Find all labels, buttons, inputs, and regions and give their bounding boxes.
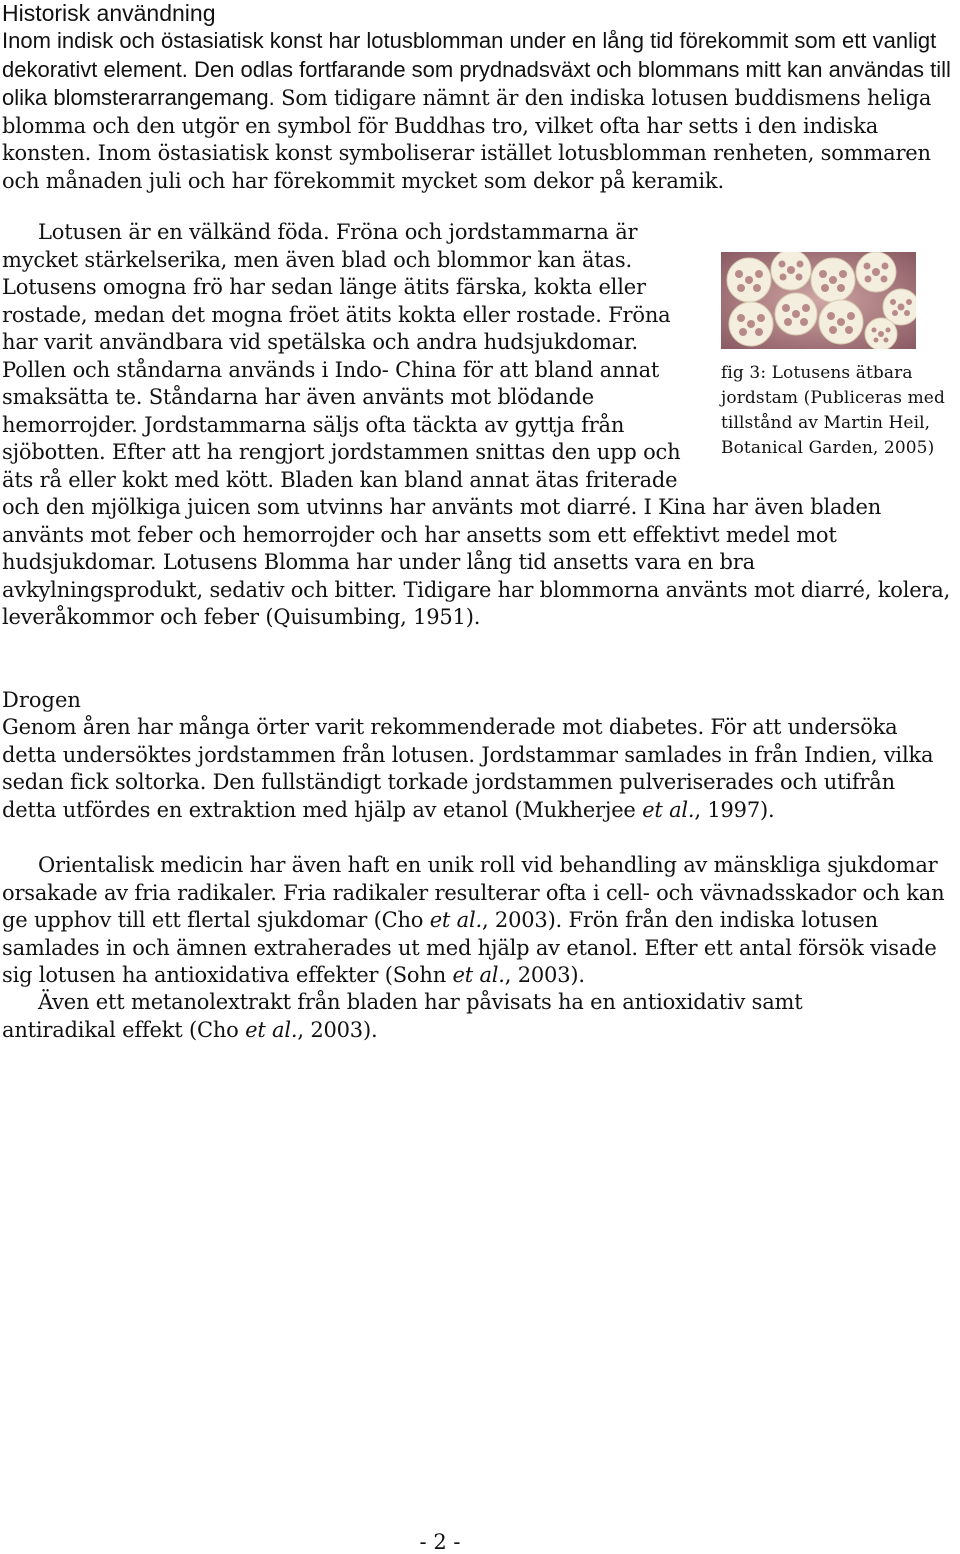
figure-caption: fig 3: Lotusens ätbara jordstam (Publiceras med tillstånd av Martin Heil, Botanical Garden, 2005) xyxy=(721,363,945,458)
paragraph-drug-1 xyxy=(2,714,952,824)
page-number: - 2 - xyxy=(419,1530,461,1554)
drug-p2-et-al-2: et al. xyxy=(452,963,505,987)
section-heading-historical-use: Historisk användning xyxy=(2,0,216,26)
drug-p1-et-al: et al. xyxy=(642,797,695,822)
drug-p1-text-b: , 1997). xyxy=(694,797,775,822)
drug-p1-text-a: Genom åren har många örter varit rekommenderade mot diabetes. För att undersöka detta undersöktes jordstammen från lotusen. Jordstammar samlades in från Indien, vilka sedan fick soltorka. Den fullständigt torkade jordstammen pulveriserades och utifrån detta utfördes en extraktion med hjälp av etanol (Mukherjee xyxy=(2,715,934,822)
figure-lotus-rhizome xyxy=(721,252,960,461)
drug-p2-text-c: , 2003). xyxy=(504,963,585,987)
paragraph-drug-2 xyxy=(2,852,960,990)
drug-p2-text-b: , 2003). Frön från den indiska lotusen samlades in och ämnen extraherades ut med hjälp av etanol. Efter ett antal försök visade sig lotusen ha antioxidativa effekter (Sohn xyxy=(2,908,937,987)
drug-p3-et-al: et al. xyxy=(245,1017,298,1042)
intro-serif-text: Som tidigare nämnt är den indiska lotusen buddismens heliga blomma och den utgör en symbol för Buddhas tro, vilket ofta har setts i den indiska konsten. Inom östasiatisk konst symboliserar istället lotusblomman renheten, sommaren och månaden juli och har förekommit mycket som dekor på keramik. xyxy=(2,86,932,193)
section-heading-drug: Drogen xyxy=(2,688,81,712)
paragraph-drug-3 xyxy=(2,989,922,1044)
paragraph-food: Lotusen är en välkänd föda. Fröna och jordstammarna är mycket stärkelserika, men även blad och blommor kan ätas. Lotusens omogna frö har sedan länge ätits färska, kokta eller rostade, medan det mogna fröet ätits kokta eller rostade. Fröna har varit användbara vid spetälska och andra hudsjukdomar. Pollen och ståndarna används i Indo- China för att bland annat smaksätta te. Ståndarna har även använts mot blödande hemorrojder. Jordstammarna säljs ofta täckta av gyttja från sjöbotten. Efter att ha rengjort jordstammen snittas den upp och äts rå eller kokt med kött. Bladen kan bland annat ätas friterade och den mjölkiga juicen som utvinns har använts mot diarré. I Kina har även bladen använts mot feber och hemorrojder och har ansetts som ett effektivt medel mot hudsjukdomar. Lotusens Blomma har under lång tid ansetts vara en bra avkylningsprodukt, sedativ och bitter. Tidigare har blommorna använts mot diarré, kolera, leveråkommor och feber (Quisumbing, 1951). xyxy=(2,220,951,629)
lotus-rhizome-photo xyxy=(721,252,916,349)
drug-p2-text-a: Orientalisk medicin har även haft en unik roll vid behandling av mänskliga sjukdomar orsakade av fria radikaler. Fria radikaler resulterar ofta i cell- och vävnadsskador och kan ge upphov till ett flertal sjukdomar (Cho xyxy=(2,853,945,932)
paragraph-intro xyxy=(2,27,952,195)
drug-p2-et-al-1: et al. xyxy=(429,908,482,932)
drug-p3-text-a: Även ett metanolextrakt från bladen har påvisats ha en antioxidativ samt antiradikal effekt (Cho xyxy=(2,990,803,1042)
intro-sans-text: Inom indisk och östasiatisk konst har lotusblomman under en lång tid förekommit som ett vanligt dekorativt element. Den odlas fortfarande som prydnadsväxt och blommans mitt kan användas till olika blomsterarrangemang. xyxy=(2,28,951,110)
drug-p3-text-b: , 2003). xyxy=(297,1017,378,1042)
